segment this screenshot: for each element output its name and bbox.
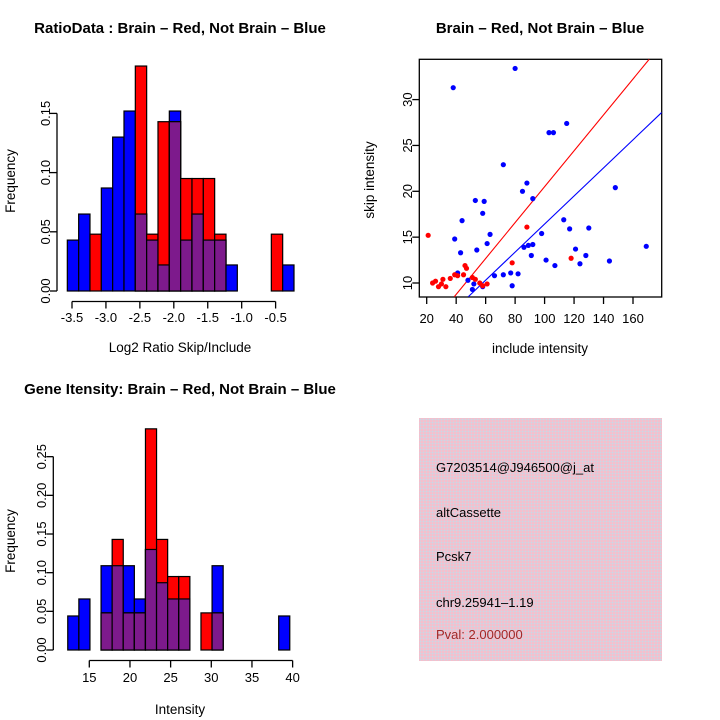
y-tick-label: 0.15 <box>38 100 53 127</box>
y-tick-label: 25 <box>400 138 415 153</box>
y-tick-label: 0.00 <box>34 637 49 663</box>
point-brain <box>439 281 444 286</box>
bar-overlap <box>212 613 223 650</box>
x-tick-label: 20 <box>122 670 138 685</box>
x-tick-label: -0.5 <box>264 310 287 325</box>
bar-overlap <box>147 240 158 291</box>
ratio-histogram-ylabel: Frequency <box>3 149 18 213</box>
bar-overlap <box>145 549 156 650</box>
point-brain <box>440 277 445 282</box>
x-tick-label: 40 <box>448 311 464 326</box>
x-tick-label: 30 <box>204 670 219 685</box>
y-tick-label: 0.00 <box>38 278 53 304</box>
axes <box>412 59 661 304</box>
not-brain-fit-line <box>468 112 661 296</box>
y-tick-label: 30 <box>400 92 415 107</box>
bar-not-brain <box>79 599 90 650</box>
point-not-brain <box>473 198 478 203</box>
point-brain <box>461 272 466 277</box>
point-not-brain <box>458 250 463 255</box>
point-not-brain <box>485 241 490 246</box>
point-not-brain <box>561 217 566 222</box>
bar-not-brain <box>67 240 78 291</box>
point-not-brain <box>482 199 487 204</box>
point-not-brain <box>577 261 582 266</box>
point-not-brain <box>529 253 534 258</box>
gene-name-text: Pcsk7 <box>436 549 472 564</box>
gene-intensity-histogram-chart <box>0 360 360 720</box>
bar-not-brain <box>283 265 294 291</box>
bar-not-brain <box>101 188 112 291</box>
point-not-brain <box>471 281 476 286</box>
point-not-brain <box>524 180 529 185</box>
bar-overlap <box>179 599 190 650</box>
x-tick-label: 60 <box>478 311 493 326</box>
probe-id-text: G7203514@J946500@j_at <box>436 460 594 475</box>
x-tick-label: 120 <box>563 311 585 326</box>
point-not-brain <box>552 263 557 268</box>
bar-overlap <box>192 214 203 291</box>
scatter-ylabel: skip intensity <box>362 141 377 219</box>
histogram-bars <box>68 429 290 650</box>
bar-brain <box>201 613 212 650</box>
ratio-histogram-xlabel: Log2 Ratio Skip/Include <box>108 340 252 355</box>
point-brain <box>455 273 460 278</box>
point-not-brain <box>513 66 518 71</box>
pval-text: Pval: 2.000000 <box>436 627 523 642</box>
x-tick-label: 140 <box>592 311 615 326</box>
point-not-brain <box>480 211 485 216</box>
point-not-brain <box>501 162 506 167</box>
histogram-bars <box>67 66 294 291</box>
point-not-brain <box>474 247 479 252</box>
bar-overlap <box>168 599 179 650</box>
intensity-scatter-chart <box>360 0 720 360</box>
point-not-brain <box>521 245 526 250</box>
plot-box <box>419 59 661 297</box>
point-brain <box>473 277 478 282</box>
y-tick-label: 0.05 <box>34 598 49 624</box>
bar-not-brain <box>79 214 90 291</box>
y-tick-label: 0.20 <box>34 482 49 508</box>
point-not-brain <box>526 243 531 248</box>
point-not-brain <box>564 121 569 126</box>
y-tick-label: 0.10 <box>38 159 53 186</box>
x-tick-label: -2.0 <box>162 310 186 325</box>
point-brain <box>464 266 469 271</box>
locus-text: chr9.25941–1.19 <box>436 595 534 610</box>
bar-brain <box>271 234 282 291</box>
event-type-text: altCassette <box>436 505 502 520</box>
ratio-histogram-title: RatioData : Brain – Red, Not Brain – Blue <box>34 20 326 37</box>
point-not-brain <box>573 246 578 251</box>
y-tick-label: 0.05 <box>38 219 53 245</box>
bar-overlap <box>215 240 226 291</box>
x-tick-label: 100 <box>533 311 556 326</box>
point-not-brain <box>583 253 588 258</box>
point-not-brain <box>510 283 515 288</box>
bar-brain <box>90 234 101 291</box>
point-not-brain <box>543 257 548 262</box>
ratio-histogram-chart <box>0 0 360 360</box>
x-tick-label: -3.5 <box>60 310 84 325</box>
bar-overlap <box>203 240 214 291</box>
point-not-brain <box>567 226 572 231</box>
point-not-brain <box>459 218 464 223</box>
gene-histogram-ylabel: Frequency <box>3 509 18 573</box>
x-tick-label: 15 <box>82 670 97 685</box>
bar-not-brain <box>124 111 135 291</box>
point-not-brain <box>586 225 591 230</box>
bar-overlap <box>158 265 169 291</box>
point-not-brain <box>452 236 457 241</box>
point-brain <box>569 256 574 261</box>
gene-histogram-title: Gene Itensity: Brain – Red, Not Brain – Blue <box>24 381 336 398</box>
bar-not-brain <box>113 137 124 291</box>
point-brain <box>448 276 453 281</box>
bar-overlap <box>123 613 134 650</box>
point-not-brain <box>470 287 475 292</box>
x-tick-label: -2.5 <box>128 310 152 325</box>
x-tick-label: 25 <box>163 670 178 685</box>
point-not-brain <box>530 196 535 201</box>
bar-not-brain <box>226 265 237 291</box>
x-tick-label: -1.5 <box>196 310 219 325</box>
bar-not-brain <box>279 616 290 650</box>
point-not-brain <box>487 232 492 237</box>
point-not-brain <box>451 85 456 90</box>
point-not-brain <box>644 244 649 249</box>
gene-histogram-xlabel: Intensity <box>154 702 206 717</box>
scatter-title: Brain – Red, Not Brain – Blue <box>435 20 645 37</box>
x-tick-label: 80 <box>507 311 523 326</box>
bar-overlap <box>134 613 145 650</box>
point-brain <box>426 233 431 238</box>
info-panel <box>419 418 662 661</box>
bar-not-brain <box>68 616 79 650</box>
point-not-brain <box>546 130 551 135</box>
point-brain <box>443 284 448 289</box>
point-not-brain <box>607 258 612 263</box>
point-not-brain <box>515 271 520 276</box>
bar-overlap <box>169 122 180 291</box>
point-not-brain <box>530 242 535 247</box>
y-tick-label: 0.10 <box>34 560 49 586</box>
bar-overlap <box>157 583 168 650</box>
point-not-brain <box>508 270 513 275</box>
point-brain <box>485 281 490 286</box>
point-not-brain <box>465 278 470 283</box>
point-brain <box>524 224 529 229</box>
point-brain <box>510 260 515 265</box>
bar-overlap <box>112 566 123 650</box>
bar-overlap <box>135 214 146 291</box>
point-not-brain <box>551 130 556 135</box>
point-brain <box>480 283 485 288</box>
x-tick-label: 35 <box>244 670 260 685</box>
y-tick-label: 0.15 <box>34 521 49 547</box>
y-tick-label: 0.25 <box>34 444 49 470</box>
point-not-brain <box>520 189 525 194</box>
x-tick-label: -1.0 <box>230 310 253 325</box>
x-tick-label: 20 <box>419 311 434 326</box>
x-tick-label: 160 <box>622 311 644 326</box>
point-not-brain <box>539 231 544 236</box>
scatter-xlabel: include intensity <box>491 341 589 356</box>
fit-lines <box>454 59 661 297</box>
point-brain <box>433 279 438 284</box>
point-not-brain <box>613 185 618 190</box>
y-tick-label: 20 <box>400 184 415 199</box>
point-not-brain <box>492 273 497 278</box>
y-tick-label: 15 <box>400 229 415 245</box>
brain-fit-line <box>454 59 649 297</box>
point-not-brain <box>501 272 506 277</box>
bar-overlap <box>181 240 192 291</box>
x-tick-label: -3.0 <box>94 310 118 325</box>
y-tick-label: 10 <box>400 275 415 291</box>
bar-overlap <box>101 613 112 650</box>
x-tick-label: 40 <box>285 670 300 685</box>
